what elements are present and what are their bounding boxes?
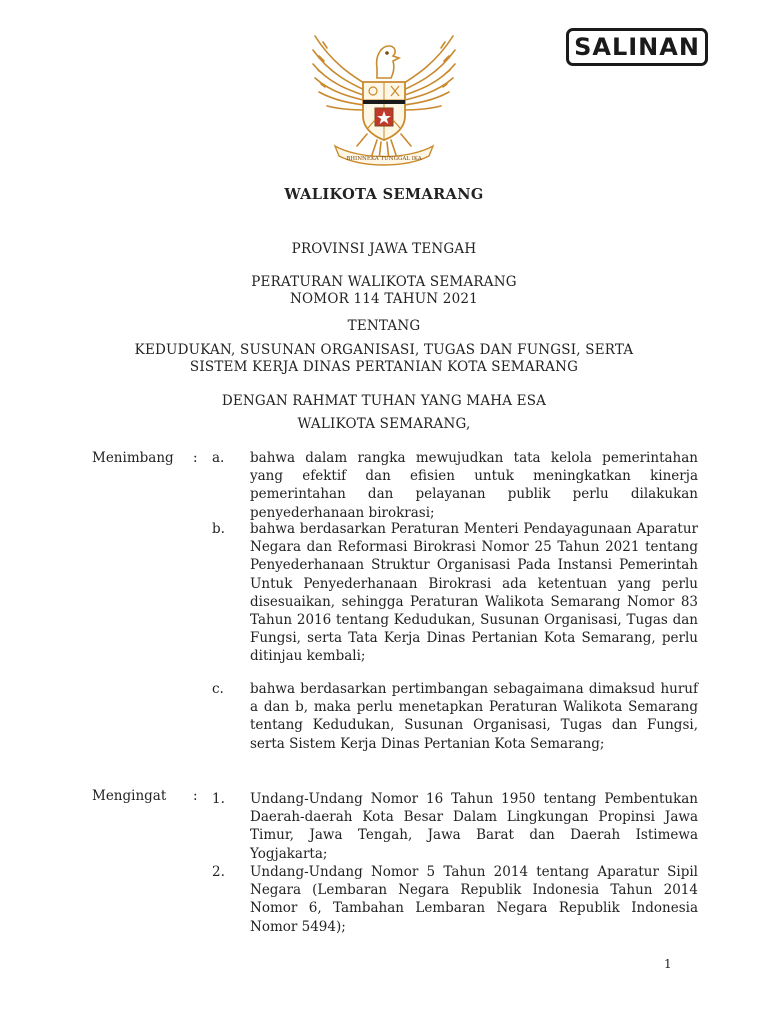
mengingat-colon: : [193,788,198,804]
menimbang-marker-a: a. [212,450,225,466]
subject-line-2: SISTEM KERJA DINAS PERTANIAN KOTA SEMARANG [189,359,579,375]
menimbang-colon: : [193,450,198,466]
official-title: WALIKOTA SEMARANG, [297,416,471,432]
menimbang-item-b: bahwa berdasarkan Peraturan Menteri Pendayagunaan Aparatur Negara dan Reformasi Birokrasi Nomor 25 Tahun 2021 tentang Penyederhanaan Struktur Organisasi Pada Instansi Pemerintah Untuk Penyederhanaan Birokrasi ada ketentuan yang perlu disesuaikan, sehingga Peraturan Walikota Semarang Nomor 83 Tahun 2016 tentang Kedudukan, Susunan Organisasi, Tugas dan Fungsi, serta Tata Kerja Dinas Pertanian Kota Semarang, perlu ditinjau kembali; [250,521,698,665]
about-heading: TENTANG [347,318,421,334]
mengingat-item-1: Undang-Undang Nomor 16 Tahun 1950 tentang Pembentukan Daerah-daerah Kota Besar Dalam Lingkungan Propinsi Jawa Timur, Jawa Tengah, Jawa Barat dan Daerah Istimewa Yogjakarta; [250,791,698,862]
mengingat-marker-1: 1. [212,791,225,807]
grace-statement: DENGAN RAHMAT TUHAN YANG MAHA ESA [221,393,547,409]
authority-heading: WALIKOTA SEMARANG [284,186,484,203]
menimbang-item-a: bahwa dalam rangka mewujudkan tata kelola pemerintahan yang efektif dan efisien untuk meningkatkan kinerja pemerintahan dan pelayanan publik perlu dilakukan penyederhanaan birokrasi; [250,450,698,521]
motto-text: BHINNEKA TUNGGAL IKA [346,156,422,162]
regulation-title: PERATURAN WALIKOTA SEMARANG [251,274,517,290]
salinan-stamp: SALINAN [566,28,708,66]
page-number: 1 [664,957,672,971]
mengingat-item-2: Undang-Undang Nomor 5 Tahun 2014 tentang Aparatur Sipil Negara (Lembaran Negara Republik Indonesia Tahun 2014 Nomor 6, Tambahan Lembaran Negara Republik Indonesia Nomor 5494); [250,864,698,935]
subject-line-1: KEDUDUKAN, SUSUNAN ORGANISASI, TUGAS DAN FUNGSI, SERTA [134,342,634,358]
menimbang-marker-b: b. [212,521,225,537]
menimbang-marker-c: c. [212,681,224,697]
regulation-number: NOMOR 114 TAHUN 2021 [290,291,478,307]
province-heading: PROVINSI JAWA TENGAH [291,241,477,257]
mengingat-label: Mengingat [92,788,167,804]
menimbang-label: Menimbang [92,450,174,466]
menimbang-item-c: bahwa berdasarkan pertimbangan sebagaimana dimaksud huruf a dan b, maka perlu menetapkan Peraturan Walikota Semarang tentang Kedudukan, Susunan Organisasi, Tugas dan Fungsi, serta Sistem Kerja Dinas Pertanian Kota Semarang; [250,681,698,752]
garuda-pancasila-emblem-icon [305,28,463,170]
mengingat-marker-2: 2. [212,864,225,880]
